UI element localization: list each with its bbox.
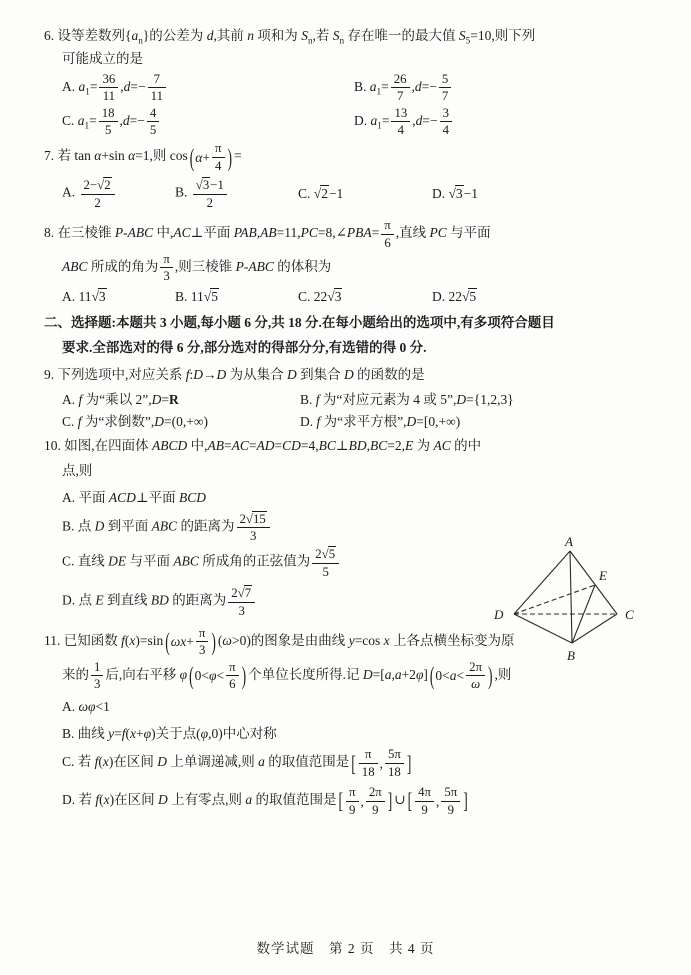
edge-DB — [514, 614, 572, 643]
q11-option-b: B. 曲线 y=f(x+φ)关于点(φ,0)中心对称 — [62, 726, 277, 742]
q9-option-d: D. f 为“求平方根”,D=[0,+∞) — [300, 413, 461, 429]
q9-stem-line1: 9. 下列选项中,对应关系 f:D→D 为从集合 D 到集合 D 的函数的是 — [44, 366, 425, 382]
q7-option-a: A. $\frac{2-√2}{2}$ — [62, 177, 175, 210]
q7-options-row — [44, 177, 657, 210]
q10-figure-tetrahedron — [489, 534, 654, 666]
q10-option-a: A. 平面 ACD⊥平面 BCD — [62, 489, 206, 505]
q6-option-b: B. $a_1=$ $\frac{26}{7}$ ,d=− $\frac{5}{7}$ — [354, 72, 453, 104]
q7-option-b: B. $\frac{√3-1}{2}$ — [175, 177, 298, 210]
q8-option-a: A. 11√3 — [62, 288, 106, 304]
edge-AD — [514, 551, 570, 614]
q6-option-a: A. $a_1=$ $\frac{36}{11}$ ,d=− $\frac{7}{11}$ — [62, 72, 354, 104]
q7-option-c: C. √2−1 — [298, 186, 344, 202]
q9-option-b: B. f 为“对应元素为 4 或 5”,D={1,2,3} — [300, 391, 514, 407]
q6-option-c: C. $a_1=$ $\frac{18}{5}$ ,d=− $\frac{4}{5}$ — [62, 106, 354, 138]
page-footer: 数学试题 第 2 页 共 4 页 — [256, 941, 435, 956]
q11-option-a: A. ωφ<1 — [62, 699, 110, 715]
q11-stem-line2: 来的 $\frac{1}{3}$ 后,向右平移 φ ( 0< φ < $\frac{\pi}{6}$ ) 个单位长度所得.记 D=[a,a+2φ] ( 0< a < $\frac{2\pi}{\omega}$ ) ,则 — [62, 659, 512, 692]
q10-option-d: D. 点 E 到直线 BD 的距离为 $\frac{2√7}{3}$ — [44, 585, 657, 618]
q7-stem-line1: 7. 若 tan α+sin α=1,则 cos ( α + $\frac{\pi}{4}$ ) = — [44, 141, 242, 173]
q8-stem-line1: 8. 在三棱锥 P-ABC 中,AC⊥平面 PAB,AB=11,PC=8,∠PBA= $\frac{\pi}{6}$ ,直线 PC 与平面 — [44, 218, 491, 250]
q6-options-row1 — [44, 72, 657, 104]
q8-option-d: D. 22√5 — [432, 288, 477, 304]
vertex-label-A: A — [565, 534, 573, 549]
section-2-line1: 二、选择题:本题共 3 小题,每小题 6 分,共 18 分.在每小题给出的选项中,有多项符合题目 — [44, 314, 555, 330]
vertex-label-B: B — [567, 648, 575, 663]
q8-option-b: B. 11√5 — [175, 288, 218, 304]
edge-BC — [572, 614, 617, 643]
section-2-header — [44, 311, 657, 359]
q11-stem-line1: 11. 已知函数 f(x)=sin ( ωx + $\frac{\pi}{3}$ ) (ω>0)的图象是由曲线 y=cos x 上各点横坐标变为原 — [44, 626, 515, 658]
q9-options-row2 — [44, 410, 657, 430]
q11-option-c: C. 若 f(x)在区间 D 上单调递减,则 a 的取值范围是 [ $\frac{\pi}{18}$ , $\frac{5\pi}{18}$ ] — [62, 747, 412, 779]
question-9 — [44, 363, 657, 430]
q6-stem-line2: 可能成立的是 — [62, 51, 143, 66]
q10-option-c: C. 直线 DE 与平面 ABC 所成角的正弦值为 $\frac{2√5}{5}$ — [44, 546, 657, 579]
q7-option-d: D. √3−1 — [432, 186, 479, 202]
section-2-line2: 要求.全部选对的得 6 分,部分选对的得部分分,有选错的得 0 分. — [62, 339, 427, 355]
q10-stem-line1: 10. 如图,在四面体 ABCD 中,AB=AC=AD=CD=4,BC⊥BD,BC=2,E 为 AC 的中 — [44, 437, 482, 453]
edge-AB — [570, 551, 572, 643]
edge-BE — [572, 585, 595, 643]
q9-options-row1 — [44, 388, 657, 408]
edge-DE-dashed — [514, 585, 595, 614]
question-8 — [44, 218, 657, 304]
q10-stem-line2: 点,则 — [62, 462, 93, 478]
q6-stem-line1: 6. 设等差数列$\{a_n\}$的公差为 d,其前 n 项和为 $S_n$,若 $S_n$ 存在唯一的最大值 $S_5=10$,则下列 — [44, 28, 536, 46]
q6-options-row2 — [44, 106, 657, 138]
q11-option-d: D. 若 f(x)在区间 D 上有零点,则 a 的取值范围是 [ $\frac{\pi}{9}$ , $\frac{2\pi}{9}$ ] ∪ [ $\frac{4\pi}{9}$ , $\frac{5\pi}{9}$ ] — [62, 785, 468, 817]
q6-option-d: D. $a_1=$ $\frac{13}{4}$ ,d=− $\frac{3}{4}$ — [354, 106, 454, 138]
vertex-label-D: D — [494, 607, 504, 622]
q9-option-a: A. f 为“乘以 2”,D=R — [62, 391, 179, 407]
q8-stem-line2: ABC 所成的角为 $\frac{\pi}{3}$ ,则三棱锥 P-ABC 的体积为 — [62, 251, 332, 284]
edge-AC — [570, 551, 617, 614]
q8-options-row — [44, 288, 657, 305]
question-6 — [44, 24, 657, 137]
q8-option-c: C. 22√3 — [298, 288, 342, 304]
question-7 — [44, 141, 657, 210]
q9-option-c: C. f 为“求倒数”,D=(0,+∞) — [62, 413, 208, 429]
vertex-label-C: C — [625, 607, 634, 622]
q10-option-b: B. 点 D 到平面 ABC 的距离为 $\frac{2√15}{3}$ — [44, 511, 657, 544]
vertex-label-E: E — [599, 568, 607, 583]
